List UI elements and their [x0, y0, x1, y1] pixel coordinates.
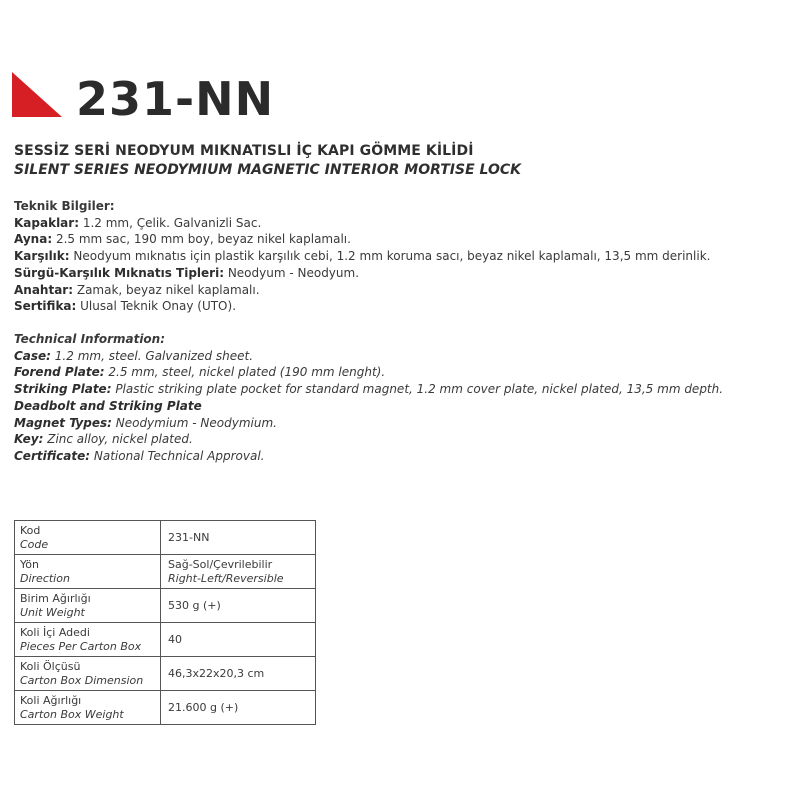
- table-value-cell: [161, 521, 316, 555]
- spec-label: Case:: [14, 348, 51, 363]
- label-en: Direction: [20, 571, 70, 585]
- spec-value: National Technical Approval.: [90, 448, 265, 463]
- spec-line: [14, 348, 794, 365]
- spec-label: Sertifika:: [14, 299, 77, 314]
- label-tr: Koli Ölçüsü: [20, 659, 81, 673]
- label-en: Carton Box Weight: [20, 707, 124, 721]
- spec-value: 1.2 mm, Çelik. Galvanizli Sac.: [79, 215, 262, 230]
- spec-line: [14, 231, 794, 248]
- spec-label: Deadbolt and Striking Plate: [14, 398, 202, 413]
- specs-heading: Teknik Bilgiler:: [14, 199, 115, 213]
- spec-label: Kapaklar:: [14, 215, 79, 230]
- spec-value: Zinc alloy, nickel plated.: [43, 432, 193, 447]
- spec-line: [14, 215, 794, 232]
- table-label-cell: [15, 691, 161, 725]
- value-text: 21.600 g (+): [168, 700, 239, 714]
- label-en: Pieces Per Carton Box: [20, 639, 142, 653]
- table-value-cell: [161, 555, 316, 589]
- table-value-cell: [161, 623, 316, 657]
- brand-triangle-logo: [12, 72, 62, 117]
- value-text: 530 g (+): [168, 598, 221, 612]
- spec-line: [14, 364, 794, 381]
- spec-line: [14, 448, 794, 465]
- label-tr: Birim Ağırlığı: [20, 591, 91, 605]
- product-code-title: 231-NN: [76, 72, 275, 126]
- subtitle-turkish: SESSİZ SERİ NEODYUM MIKNATISLI İÇ KAPI GÖMME KİLİDİ: [14, 143, 474, 159]
- spec-label: Striking Plate:: [14, 382, 112, 397]
- table-label-cell: [15, 521, 161, 555]
- technical-specs-english: [14, 331, 794, 465]
- spec-label: Sürgü-Karşılık Mıknatıs Tipleri:: [14, 265, 224, 280]
- spec-value: Neodyum mıknatıs için plastik karşılık cebi, 1.2 mm koruma sacı, beyaz nikel kaplamalı, 13,5 mm derinlik.: [69, 249, 711, 264]
- spec-value: Plastic striking plate pocket for standard magnet, 1.2 mm cover plate, nickel plated, 13,5 mm depth.: [111, 382, 724, 397]
- label-tr: Koli Ağırlığı: [20, 693, 82, 707]
- table-row: [15, 521, 316, 555]
- spec-line: [14, 248, 794, 265]
- spec-value: Zamak, beyaz nikel kaplamalı.: [73, 282, 260, 297]
- label-tr: Koli İçi Adedi: [20, 625, 90, 639]
- table-row: [15, 623, 316, 657]
- value-text: 46,3x22x20,3 cm: [168, 666, 265, 680]
- table-label-cell: [15, 589, 161, 623]
- table-value-cell: [161, 691, 316, 725]
- technical-specs-turkish: [14, 198, 794, 315]
- table-label-cell: [15, 623, 161, 657]
- spec-label: Anahtar:: [14, 282, 74, 297]
- spec-value: Ulusal Teknik Onay (UTO).: [76, 299, 237, 314]
- label-en: Carton Box Dimension: [20, 673, 144, 687]
- spec-line: [14, 398, 794, 415]
- spec-label: Forend Plate:: [14, 365, 105, 380]
- table-label-cell: [15, 657, 161, 691]
- spec-line: [14, 282, 794, 299]
- spec-label: Ayna:: [14, 232, 53, 247]
- product-info-table: [14, 520, 316, 725]
- spec-label: Key:: [14, 432, 44, 447]
- spec-label: Karşılık:: [14, 249, 70, 264]
- spec-value: 2.5 mm, steel, nickel plated (190 mm lenght).: [104, 365, 386, 380]
- label-tr: Kod: [20, 523, 41, 537]
- specs-heading: Technical Information:: [14, 332, 166, 346]
- spec-label: Certificate:: [14, 448, 91, 463]
- spec-value: Neodymium - Neodymium.: [111, 415, 277, 430]
- value-text: Sağ-Sol/Çevrilebilir: [168, 557, 273, 571]
- label-en: Unit Weight: [20, 605, 85, 619]
- table-value-cell: [161, 657, 316, 691]
- spec-value: 1.2 mm, steel. Galvanized sheet.: [50, 348, 254, 363]
- value-text: 40: [168, 632, 182, 646]
- spec-label: Magnet Types:: [14, 415, 112, 430]
- spec-value: Neodyum - Neodyum.: [224, 265, 360, 280]
- table-row: [15, 589, 316, 623]
- table-row: [15, 555, 316, 589]
- table-row: [15, 691, 316, 725]
- label-en: Code: [20, 537, 49, 551]
- label-tr: Yön: [20, 557, 39, 571]
- table-value-cell: [161, 589, 316, 623]
- spec-line: [14, 265, 794, 282]
- spec-line: [14, 381, 794, 398]
- table-label-cell: [15, 555, 161, 589]
- spec-line: [14, 431, 794, 448]
- value-text: 231-NN: [168, 530, 210, 544]
- spec-line: [14, 298, 794, 315]
- spec-value: 2.5 mm sac, 190 mm boy, beyaz nikel kaplamalı.: [52, 232, 351, 247]
- table-row: [15, 657, 316, 691]
- spec-line: [14, 415, 794, 432]
- value-text-en: Right-Left/Reversible: [168, 571, 284, 585]
- subtitle-english: SILENT SERIES NEODYMIUM MAGNETIC INTERIOR MORTISE LOCK: [14, 162, 521, 178]
